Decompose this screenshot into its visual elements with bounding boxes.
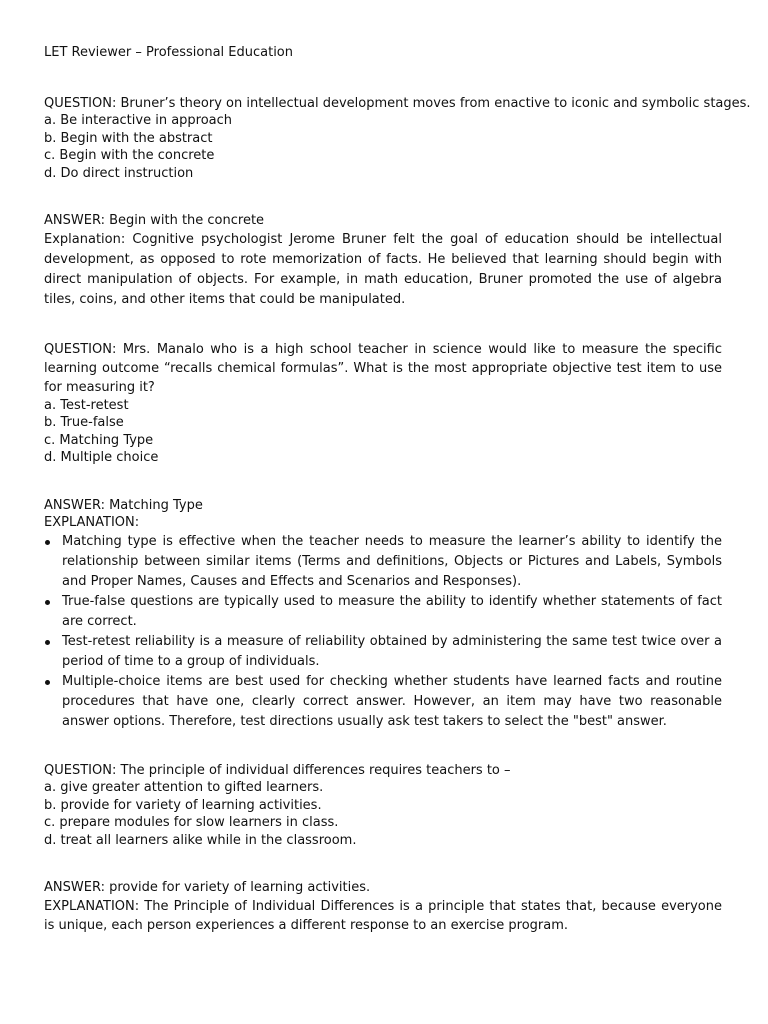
option-d: d. treat all learners alike while in the classroom. (44, 832, 357, 848)
option-a: a. Test-retest (44, 397, 129, 413)
bullet-icon (45, 640, 50, 645)
answer-block-1 (44, 212, 722, 310)
option-d: d. Multiple choice (44, 450, 159, 465)
explanation-list (44, 532, 722, 732)
bullet-icon (45, 600, 50, 605)
list-item-text: Test-retest reliability is a measure of reliability obtained by administering the same test twice over a period of time to a group of individuals. (62, 633, 722, 669)
answer-text: ANSWER: provide for variety of learning activities. (44, 880, 371, 895)
question-block-2 (44, 340, 722, 467)
question-text: QUESTION: Bruner’s theory on intellectual development moves from enactive to iconic and symbolic stages. (44, 95, 751, 111)
answer-block-3 (44, 879, 722, 935)
option-c: c. Begin with the concrete (44, 148, 215, 163)
question-text: QUESTION: The principle of individual differences requires teachers to – (44, 762, 511, 778)
explanation-heading: EXPLANATION: (44, 515, 140, 530)
answer-block-2 (44, 497, 722, 732)
option-a: a. give greater attention to gifted learners. (44, 780, 324, 795)
list-item-text: Multiple-choice items are best used for checking whether students have learned facts and routine procedures that have one, clearly correct answer. However, an item may have two reasonable answer options. Therefore, test directions usually ask test takers to select the "best" answer. (62, 673, 722, 729)
option-c: c. prepare modules for slow learners in class. (44, 815, 339, 830)
explanation-text: Explanation: Cognitive psychologist Jerome Bruner felt the goal of education should be intellectual development, as opposed to rote memorization of facts. He believed that learning should begin with direct manipulation of objects. For example, in math education, Bruner promoted the use of algebra tiles, coins, and other items that could be manipulated. (44, 231, 722, 307)
question-block-1 (44, 95, 751, 183)
list-item-text: True-false questions are typically used to measure the ability to identify whether statements of fact are correct. (62, 593, 722, 629)
list-item (44, 532, 722, 592)
option-b: b. Begin with the abstract (44, 130, 213, 146)
question-block-3 (44, 762, 722, 850)
answer-text: ANSWER: Begin with the concrete (44, 213, 265, 228)
bullet-icon (45, 540, 50, 545)
document-title: LET Reviewer – Professional Education (44, 45, 293, 60)
bullet-icon (45, 680, 50, 685)
option-c: c. Matching Type (44, 432, 154, 448)
list-item (44, 632, 722, 672)
answer-text: ANSWER: Matching Type (44, 497, 203, 513)
option-b: b. provide for variety of learning activities. (44, 797, 322, 813)
list-item-text: Matching type is effective when the teacher needs to measure the learner’s ability to identify the relationship between similar items (Terms and definitions, Objects or Pictures and Labels, Symbols and Proper Names, Causes and Effects and Scenarios and Responses). (62, 533, 722, 589)
question-text: QUESTION: Mrs. Manalo who is a high school teacher in science would like to measure the specific learning outcome “recalls chemical formulas”. What is the most appropriate objective test item to use for measuring it? (44, 341, 722, 395)
list-item (44, 592, 722, 632)
list-item (44, 672, 722, 732)
option-b: b. True-false (44, 415, 124, 430)
option-d: d. Do direct instruction (44, 165, 194, 181)
option-a: a. Be interactive in approach (44, 113, 233, 128)
explanation-text: EXPLANATION: The Principle of Individual Differences is a principle that states that, because everyone is unique, each person experiences a different response to an exercise program. (44, 898, 722, 933)
